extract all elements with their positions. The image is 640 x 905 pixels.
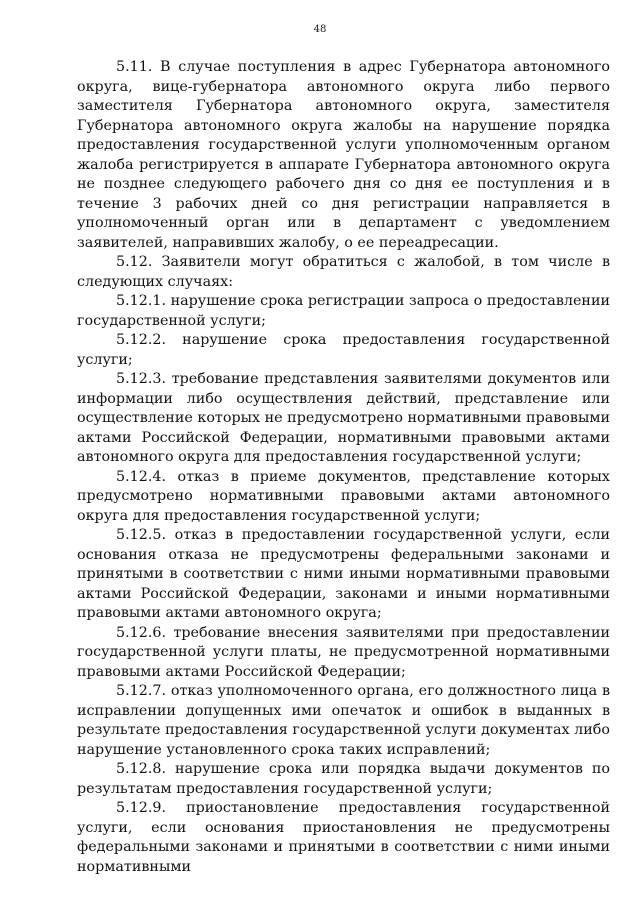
paragraph-5-12: 5.12. Заявители могут обратиться с жалобой, в том числе в следующих случаях: (77, 254, 610, 290)
paragraph-5-12-2: 5.12.2. нарушение срока предоставления государственной услуги; (77, 332, 610, 368)
page-number: 48 (313, 24, 327, 35)
paragraph-5-12-8: 5.12.8. нарушение срока или порядка выдачи документов по результатам предоставления государственной услуги; (77, 761, 610, 797)
paragraph-5-12-4: 5.12.4. отказ в приеме документов, представление которых предусмотрено нормативными правовыми актами автономного округа для предоставления государственной услуги; (77, 468, 610, 524)
document-body (77, 58, 610, 877)
paragraph-5-12-6: 5.12.6. требование внесения заявителями при предоставлении государственной услуги платы, не предусмотренной нормативными правовыми актами Российской Федерации; (77, 624, 610, 680)
paragraph-5-12-1: 5.12.1. нарушение срока регистрации запроса о предоставлении государственной услуги; (77, 293, 610, 329)
paragraph-5-12-9: 5.12.9. приостановление предоставления государственной услуги, если основания приостановления не предусмотрены федеральными законами и принятыми в соответствии с ними иными нормативными (77, 800, 610, 875)
paragraph-5-12-7: 5.12.7. отказ уполномоченного органа, его должностного лица в исправлении допущенных ими опечаток и ошибок в выданных в результате предоставления государственной услуги документах либо нарушение установленного срока таких исправлений; (77, 683, 610, 758)
paragraph-5-12-3: 5.12.3. требование представления заявителями документов или информации либо осуществления действий, представление или осуществление которых не предусмотрено нормативными правовыми актами Российской Федерации, нормативными правовыми актами автономного округа для предоставления государственной услуги; (77, 371, 610, 465)
paragraph-5-12-5: 5.12.5. отказ в предоставлении государственной услуги, если основания отказа не предусмотрены федеральными законами и принятыми в соответствии с ними иными нормативными правовыми актами Российской Федерации, законами и иными нормативными правовыми актами автономного округа; (77, 527, 610, 621)
paragraph-5-11: 5.11. В случае поступления в адрес Губернатора автономного округа, вице-губернатора автономного округа либо первого заместителя Губернатора автономного округа, заместителя Губернатора автономного округа жалобы на нарушение порядка предоставления государственной услуги уполномоченным органом жалоба регистрируется в аппарате Губернатора автономного округа не позднее следующего рабочего дня со дня ее поступления и в течение 3 рабочих дней со дня регистрации направляется в уполномоченный орган или в департамент с уведомлением заявителей, направивших жалобу, о ее переадресации. (77, 59, 610, 251)
